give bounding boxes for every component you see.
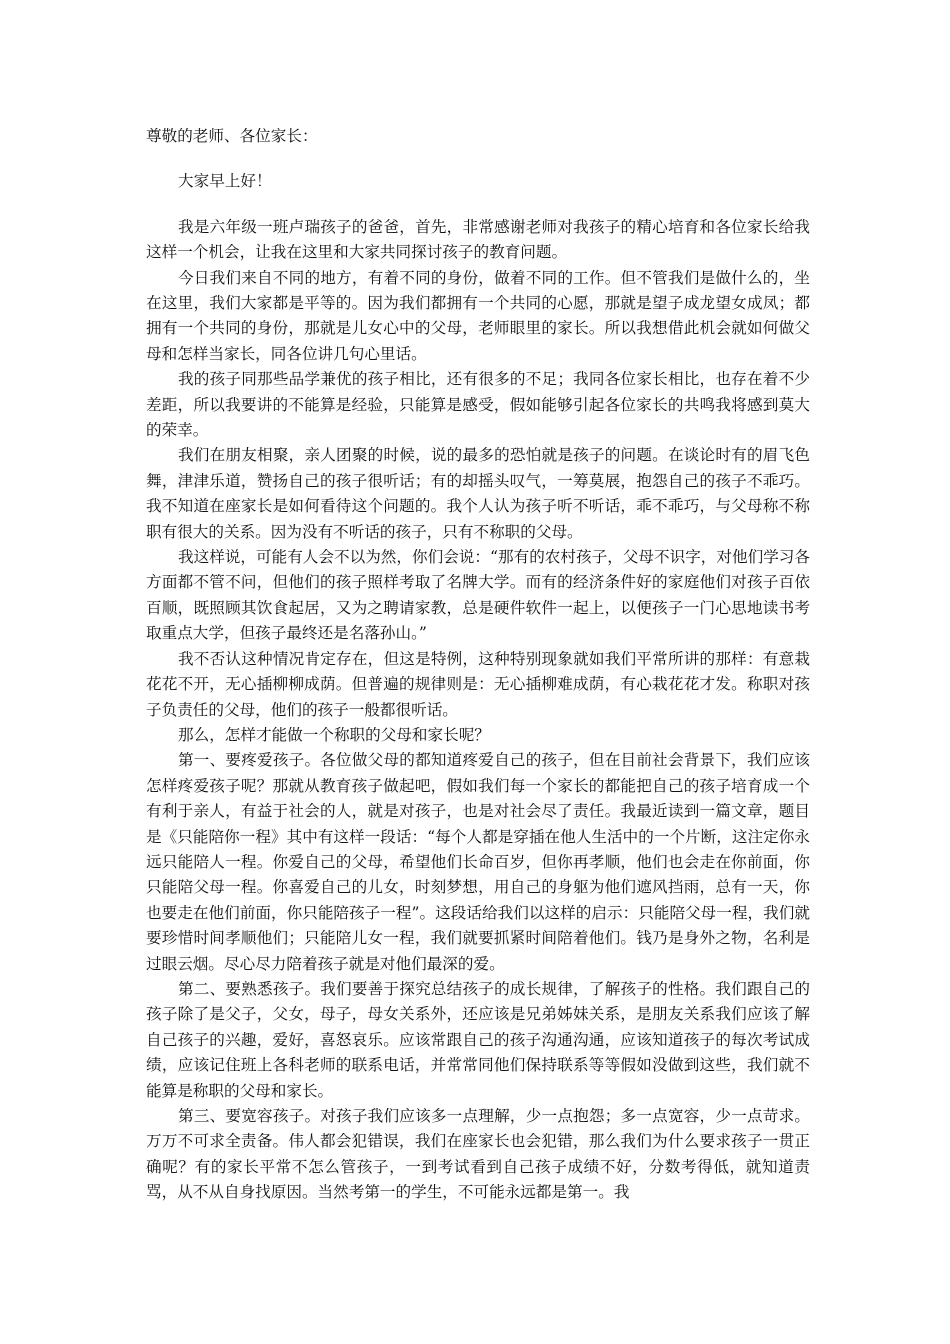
paragraph-question: 那么，怎样才能做一个称职的父母和家长呢？ bbox=[178, 725, 490, 744]
document-body bbox=[146, 124, 810, 1206]
spacer bbox=[146, 195, 810, 215]
paragraph-point-one: 第一、要疼爱孩子。各位做父母的都知道疼爱自己的孩子，但在目前社会背景下，我们应该怎样疼爱孩子呢？那就从教育孩子做起吧，假如我们每一个家长的都能把自己的孩子培育成一个有利于亲人，有益于社会的人，就是对孩子，也是对社会尽了责任。我最近读到一篇文章，题目是《只能陪你一程》其中有这样一段话：“每个人都是穿插在他人生活中的一个片断，这注定你永远只能陪人一程。你爱自己的父母，希望他们长命百岁，但你再孝顺，他们也会走在你前面，你只能陪父母一程。你喜爱自己的儿女，时刻梦想，用自己的身躯为他们遮风挡雨，总有一天，你也要走在他们前面，你只能陪孩子一程”。这段话给我们以这样的启示：只能陪父母一程，我们就要珍惜时间孝顺他们；只能陪儿女一程，我们就要抓紧时间陪着他们。钱乃是身外之物，名利是过眼云烟。尽心尽力陪着孩子就是对他们最深的爱。 bbox=[146, 751, 810, 973]
paragraph-objection: 我这样说，可能有人会不以为然，你们会说：“那有的农村孩子，父母不识字，对他们学习各方面都不管不问，但他们的孩子照样考取了名牌大学。而有的经济条件好的家庭他们对孩子百依百顺，既照顾其饮食起居，又为之聘请家教，总是硬件软件一起上，以便孩子一门心思地读书考取重点大学，但孩子最终还是名落孙山。” bbox=[146, 548, 810, 643]
salutation: 尊敬的老师、各位家长： bbox=[146, 127, 318, 145]
paragraph-special-case: 我不否认这种情况肯定存在，但这是特例，这种特别现象就如我们平常所讲的那样：有意栽花花不开，无心插柳柳成荫。但普遍的规律则是：无心插柳难成荫，有心栽花花才发。称职对孩子负责任的父母，他们的孩子一般都很听话。 bbox=[146, 649, 810, 719]
paragraph-point-two: 第二、要熟悉孩子。我们要善于探究总结孩子的成长规律，了解孩子的性格。我们跟自己的孩子除了是父子，父女，母子，母女关系外，还应该是兄弟姊妹关系，是朋友关系我们应该了解自己孩子的兴趣，爱好，喜怒哀乐。应该常跟自己的孩子沟通沟通，应该知道孩子的每次考试成绩，应该记住班上各科老师的联系电话，并常常同他们保持联系等等假如没做到这些，我们就不能算是称职的父母和家长。 bbox=[146, 979, 810, 1100]
paragraph-point-three: 第三、要宽容孩子。对孩子我们应该多一点理解，少一点抱怨；多一点宽容，少一点苛求。万万不可求全责备。伟人都会犯错误，我们在座家长也会犯错，那么我们为什么要求孩子一贯正确呢？有的家长平常不怎么管孩子，一到考试看到自己孩子成绩不好，分数考得低，就知道责骂，从不从自身找原因。当然考第一的学生，不可能永远都是第一。我 bbox=[146, 1107, 810, 1202]
paragraph-common-wish: 今日我们来自不同的地方，有着不同的身份，做着不同的工作。但不管我们是做什么的，坐在这里，我们大家都是平等的。因为我们都拥有一个共同的心愿，那就是望子成龙望女成凤；都拥有一个共同的身份，那就是儿女心中的父母，老师眼里的家长。所以我想借此机会就如何做父母和怎样当家长，同各位讲几句心里话。 bbox=[146, 268, 810, 363]
paragraph-feelings: 我的孩子同那些品学兼优的孩子相比，还有很多的不足；我同各位家长相比，也存在着不少差距，所以我要讲的不能算是经验，只能算是感受，假如能够引起各位家长的共鸣我将感到莫大的荣幸。 bbox=[146, 370, 810, 440]
paragraph-intro: 我是六年级一班卢瑞孩子的爸爸，首先，非常感谢老师对我孩子的精心培育和各位家长给我这样一个机会，让我在这里和大家共同探讨孩子的教育问题。 bbox=[146, 217, 810, 262]
paragraph-children-topic: 我们在朋友相聚，亲人团聚的时候，说的最多的恐怕就是孩子的问题。在谈论时有的眉飞色舞，津津乐道，赞扬自己的孩子很听话；有的却摇头叹气，一筹莫展，抱怨自己的孩子不乖巧。我不知道在座家长是如何看待这个问题的。我个人认为孩子听不听话，乖不乖巧，与父母称不称职有很大的关系。因为没有不听话的孩子，只有不称职的父母。 bbox=[146, 446, 810, 541]
greeting: 大家早上好！ bbox=[178, 172, 272, 191]
spacer bbox=[146, 149, 810, 169]
